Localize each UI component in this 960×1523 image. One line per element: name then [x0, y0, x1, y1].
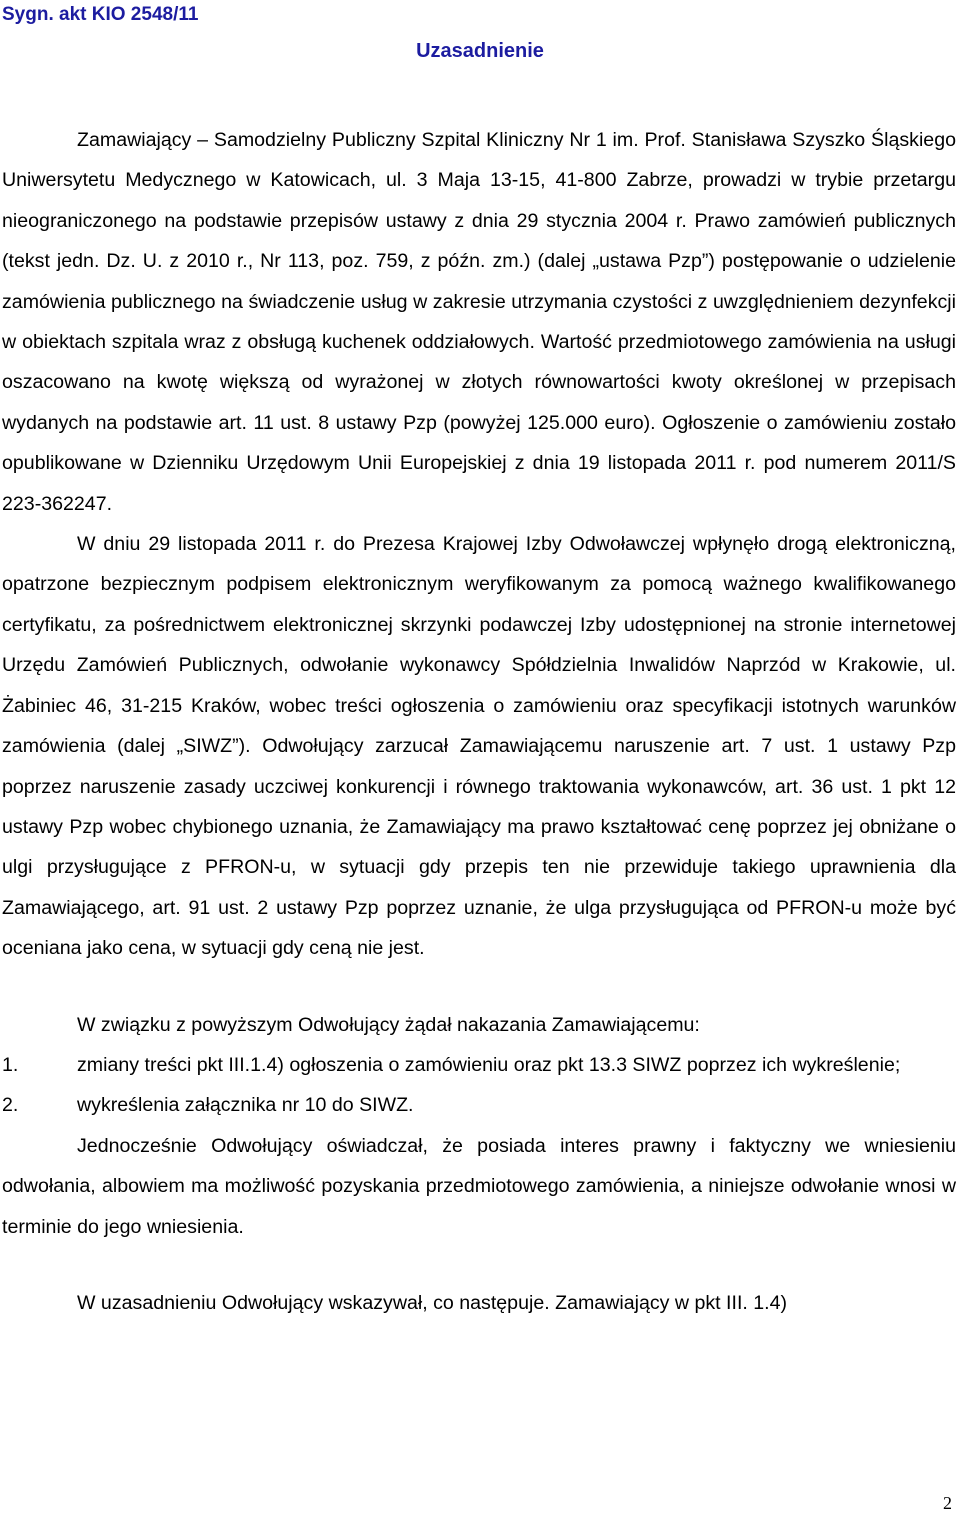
- list-item-text: wykreślenia załącznika nr 10 do SIWZ.: [77, 1094, 414, 1117]
- paragraph-demands-intro: W związku z powyższym Odwołujący żądał nakazania Zamawiającemu:: [77, 1013, 700, 1036]
- list-item-number: 1.: [2, 1053, 19, 1076]
- list-item-text: zmiany treści pkt III.1.4) ogłoszenia o zamówieniu oraz pkt 13.3 SIWZ poprzez ich wykreślenie;: [77, 1053, 901, 1076]
- list-item: [2, 1085, 956, 1125]
- case-signature: Sygn. akt KIO 2548/11: [2, 4, 199, 25]
- document-body: [2, 120, 956, 1323]
- paragraph-interest: Jednocześnie Odwołujący oświadczał, że posiada interes prawny i faktyczny we wniesieniu odwołania, albowiem ma możliwość pozyskania przedmiotowego zamówienia, a niniejsze odwołanie wnosi w terminie do jego wniesienia.: [2, 1134, 956, 1238]
- paragraph-appeal: W dniu 29 listopada 2011 r. do Prezesa Krajowej Izby Odwoławczej wpłynęło drogą elektroniczną, opatrzone bezpiecznym podpisem elektronicznym weryfikowanym za pomocą ważnego kwalifikowanego certyfikatu, za pośrednictwem elektronicznej skrzynki podawczej Izby udostępnionej na stronie internetowej Urzędu Zamówień Publicznych, odwołanie wykonawcy Spółdzielnia Inwalidów Naprzód w Krakowie, ul. Żabiniec 46, 31-215 Kraków, wobec treści ogłoszenia o zamówieniu oraz specyfikacji istotnych warunków zamówienia (dalej „SIWZ”). Odwołujący zarzucał Zamawiającemu naruszenie art. 7 ust. 1 ustawy Pzp poprzez naruszenie zasady uczciwej konkurencji i równego traktowania wykonawców, art. 36 ust. 1 pkt 12 ustawy Pzp wobec chybionego uznania, że Zamawiający ma prawo kształtować cenę poprzez jej obniżane o ulgi przysługujące z PFRON-u, w sytuacji gdy przepis ten nie przewiduje takiego uprawnienia dla Zamawiającego, art. 91 ust. 2 ustawy Pzp poprzez uznanie, że ulga przysługująca od PFRON-u może być oceniana jako cena, w sytuacji gdy ceną nie jest.: [2, 533, 956, 960]
- section-title: Uzasadnienie: [416, 40, 544, 62]
- list-item: [2, 1045, 956, 1085]
- list-item-number: 2.: [2, 1094, 19, 1117]
- paragraph-justification: W uzasadnieniu Odwołujący wskazywał, co następuje. Zamawiający w pkt III. 1.4): [77, 1291, 788, 1314]
- page-number: 2: [943, 1493, 952, 1513]
- paragraph-intro: Zamawiający – Samodzielny Publiczny Szpital Kliniczny Nr 1 im. Prof. Stanisława Szyszko Śląskiego Uniwersytetu Medycznego w Katowicach, ul. 3 Maja 13-15, 41-800 Zabrze, prowadzi w trybie przetargu nieograniczonego na podstawie przepisów ustawy z dnia 29 stycznia 2004 r. Prawo zamówień publicznych (tekst jedn. Dz. U. z 2010 r., Nr 113, poz. 759, z późn. zm.) (dalej „ustawa Pzp”) postępowanie o udzielenie zamówienia publicznego na świadczenie usług w zakresie utrzymania czystości z uwzględnieniem dezynfekcji w obiektach szpitala wraz z obsługą kuchenek oddziałowych. Wartość przedmiotowego zamówienia na usługi oszacowano na kwotę większą od wyrażonej w złotych równowartości kwoty określonej w przepisach wydanych na podstawie art. 11 ust. 8 ustawy Pzp (powyżej 125.000 euro). Ogłoszenie o zamówieniu zostało opublikowane w Dzienniku Urzędowym Unii Europejskiej z dnia 19 listopada 2011 r. pod numerem 2011/S 223-362247.: [2, 129, 956, 515]
